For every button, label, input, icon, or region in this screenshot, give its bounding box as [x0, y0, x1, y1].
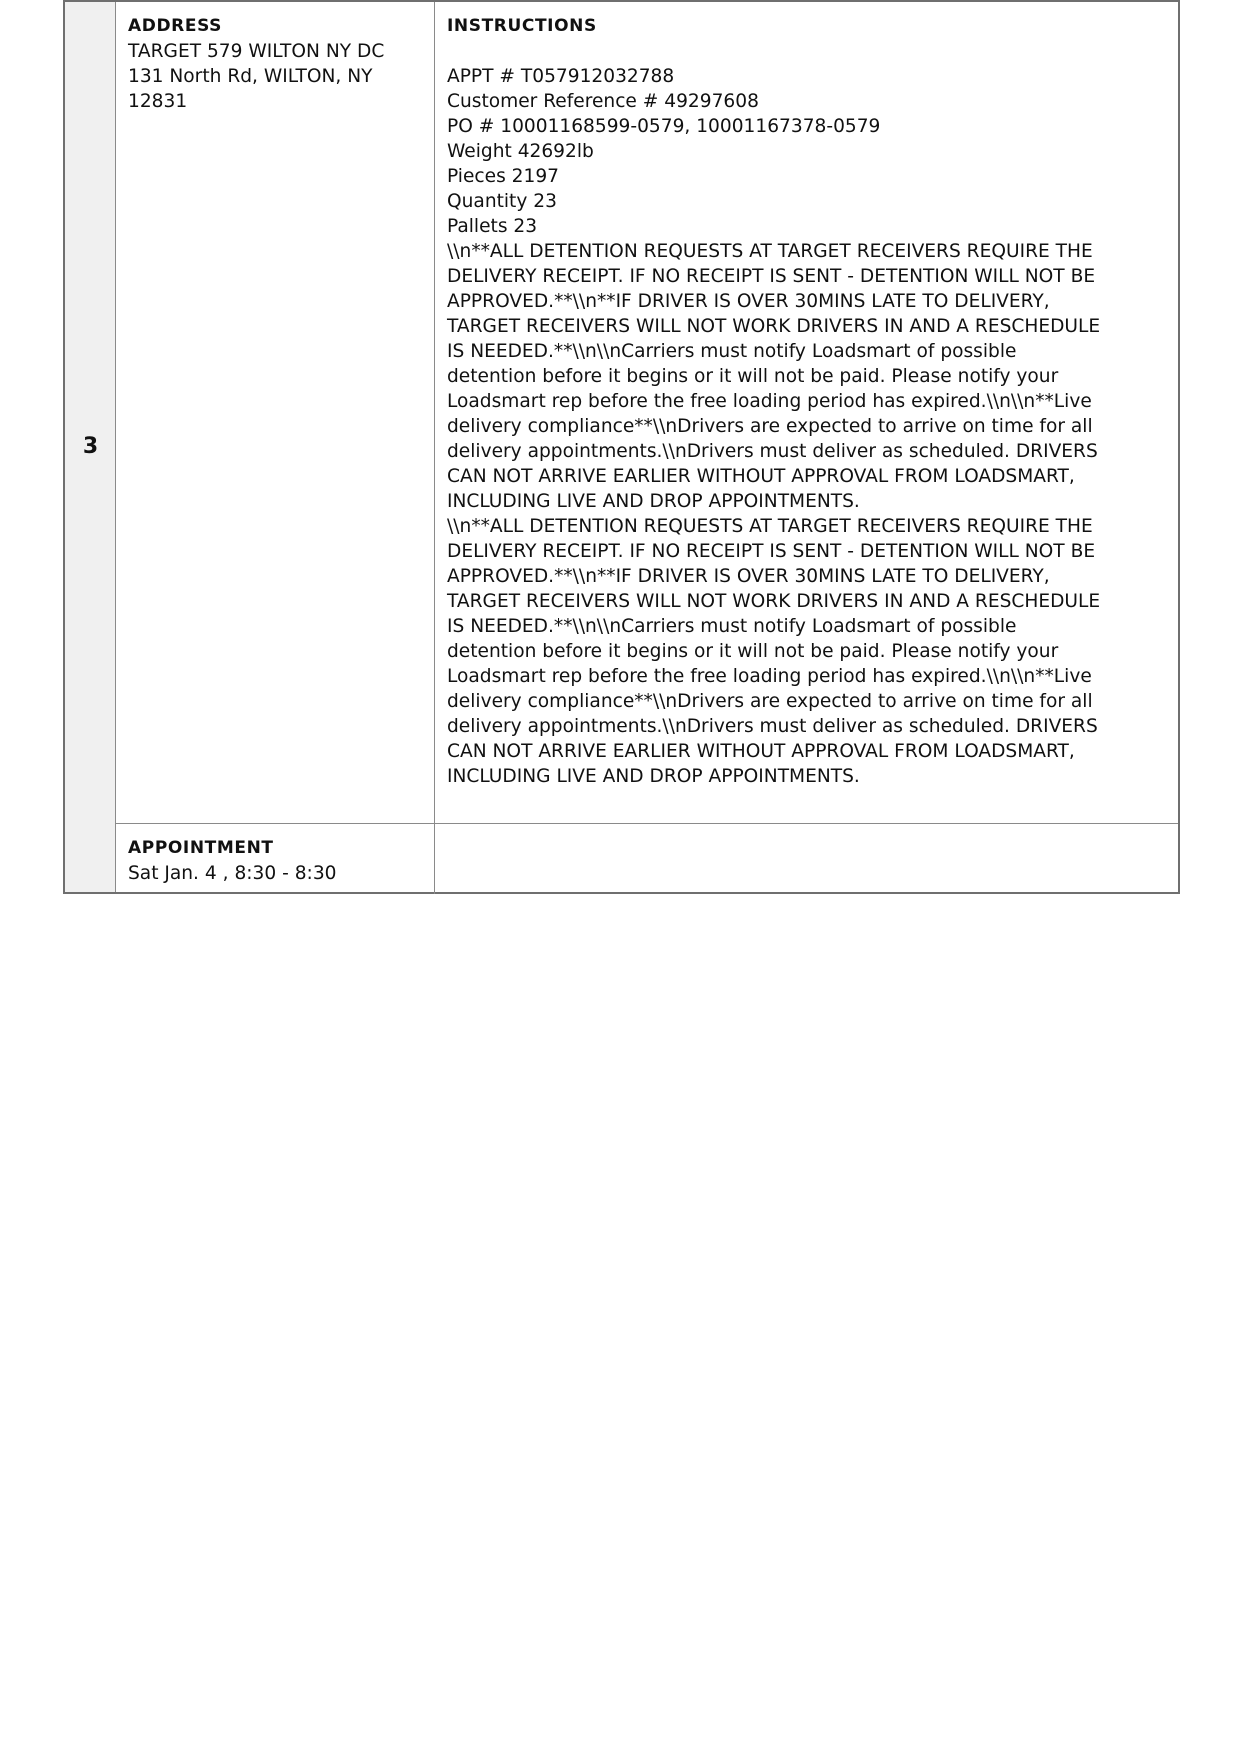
notice-line: \\n**ALL DETENTION REQUESTS AT TARGET RECEIVERS REQUIRE THE: [447, 241, 1093, 262]
instructions-spacer: [447, 39, 1166, 64]
address-cell: [116, 2, 435, 823]
address-line: 131 North Rd, WILTON, NY: [128, 66, 373, 87]
appointment-cell: [116, 823, 435, 894]
notice-line: TARGET RECEIVERS WILL NOT WORK DRIVERS IN AND A RESCHEDULE: [447, 316, 1101, 337]
notice-line: IS NEEDED.**\\n\\nCarriers must notify Loadsmart of possible: [447, 616, 1017, 637]
notice-line: APPROVED.**\\n**IF DRIVER IS OVER 30MINS LATE TO DELIVERY,: [447, 566, 1050, 587]
empty-cell: [435, 823, 1178, 894]
appointment-value: Sat Jan. 4 , 8:30 - 8:30: [128, 863, 337, 884]
notice-line: Loadsmart rep before the free loading period has expired.\\n\\n**Live: [447, 391, 1092, 412]
stop-table: [63, 0, 1180, 894]
notice-line: Loadsmart rep before the free loading period has expired.\\n\\n**Live: [447, 666, 1092, 687]
notice-line: INCLUDING LIVE AND DROP APPOINTMENTS.: [447, 491, 860, 512]
customer-reference: Customer Reference # 49297608: [447, 91, 759, 112]
notice-line: \\n**ALL DETENTION REQUESTS AT TARGET RECEIVERS REQUIRE THE: [447, 516, 1093, 537]
notice-line: APPROVED.**\\n**IF DRIVER IS OVER 30MINS LATE TO DELIVERY,: [447, 291, 1050, 312]
notice-line: delivery appointments.\\nDrivers must deliver as scheduled. DRIVERS: [447, 716, 1098, 737]
appointment-label: APPOINTMENT: [128, 838, 274, 858]
address-line: TARGET 579 WILTON NY DC: [128, 41, 385, 62]
weight: Weight 42692lb: [447, 141, 594, 162]
address-line: 12831: [128, 91, 188, 112]
notice-line: detention before it begins or it will not be paid. Please notify your: [447, 366, 1059, 387]
notice-line: delivery appointments.\\nDrivers must deliver as scheduled. DRIVERS: [447, 441, 1098, 462]
detention-notice-paragraph: [447, 239, 1166, 514]
notice-line: DELIVERY RECEIPT. IF NO RECEIPT IS SENT - DETENTION WILL NOT BE: [447, 266, 1096, 287]
po-numbers: PO # 10001168599-0579, 10001167378-0579: [447, 116, 881, 137]
address-label: ADDRESS: [128, 16, 223, 36]
stop-number-column: [65, 2, 116, 892]
notice-line: CAN NOT ARRIVE EARLIER WITHOUT APPROVAL FROM LOADSMART,: [447, 741, 1075, 762]
instructions-label: INSTRUCTIONS: [447, 16, 597, 36]
notice-line: INCLUDING LIVE AND DROP APPOINTMENTS.: [447, 766, 860, 787]
appointment-number: APPT # T057912032788: [447, 66, 675, 87]
notice-line: delivery compliance**\\nDrivers are expected to arrive on time for all: [447, 416, 1093, 437]
notice-line: CAN NOT ARRIVE EARLIER WITHOUT APPROVAL FROM LOADSMART,: [447, 466, 1075, 487]
stop-number: 3: [82, 434, 99, 459]
notice-line: detention before it begins or it will not be paid. Please notify your: [447, 641, 1059, 662]
notice-line: delivery compliance**\\nDrivers are expected to arrive on time for all: [447, 691, 1093, 712]
notice-line: DELIVERY RECEIPT. IF NO RECEIPT IS SENT - DETENTION WILL NOT BE: [447, 541, 1096, 562]
notice-line: IS NEEDED.**\\n\\nCarriers must notify Loadsmart of possible: [447, 341, 1017, 362]
pallets: Pallets 23: [447, 216, 538, 237]
pieces: Pieces 2197: [447, 166, 559, 187]
notice-line: TARGET RECEIVERS WILL NOT WORK DRIVERS IN AND A RESCHEDULE: [447, 591, 1101, 612]
instructions-cell: [435, 2, 1178, 823]
quantity: Quantity 23: [447, 191, 557, 212]
detention-notice-paragraph: [447, 514, 1166, 789]
